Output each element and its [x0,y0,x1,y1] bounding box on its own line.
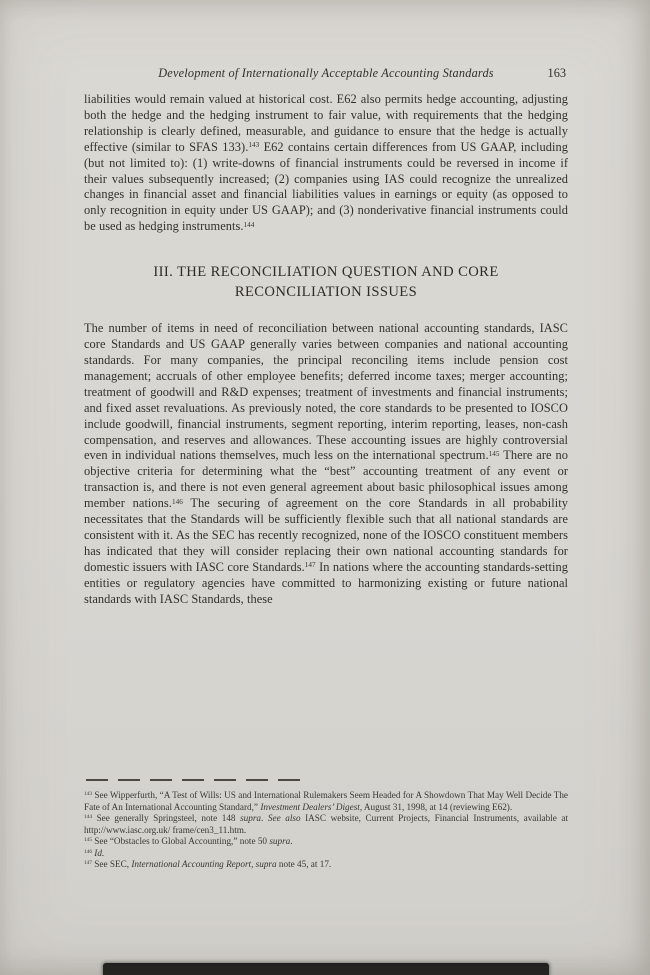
footnote-block [84,779,568,871]
section-heading-line1: III. THE RECONCILIATION QUESTION AND CORE [153,264,499,281]
running-title: Development of Internationally Acceptable Accounting Standards [158,66,494,80]
section-heading-line2: RECONCILIATION ISSUES [234,284,418,301]
page-body [84,92,568,607]
page-header [84,66,568,84]
footnote-143: $^{143}$ See Wipperfurth, “A Test of Wills: US and International Rulemakers Seem Headed for A Showdown That May Well Decide The Fate of An International Accounting Standard,” Investment Dealers’ Digest, August 31, 1998, at 14 (reviewing E62). [84,790,568,812]
footnote-separator [86,779,308,781]
footnote-144: $^{144}$ See generally Springsteel, note 148 supra. See also IASC website, Current Projects, Financial Instruments, available at http://www.iasc.org.uk/ frame/cen3_11.htm. [84,813,568,835]
footnote-147: $^{147}$ See SEC, International Accounting Report, supra note 45, at 17. [84,859,332,869]
page-number: 163 [547,66,566,80]
footnote-145: $^{145}$ See “Obstacles to Global Accounting,” note 50 supra. [84,836,293,846]
footnote-146: $^{146}$ Id. [84,847,105,858]
scan-artifact-bar [103,963,549,975]
body-paragraph-1: liabilities would remain valued at historical cost. E62 also permits hedge accounting, adjusting both the hedge and the hedging instrument to fair value, with requirements that the hedging relationship is clearly defined, measurable, and guidance to ensure that the hedge is actually effective (similar to SFAS 133).$^{143}$ E62 contains certain differences from US GAAP, including (but not limited to): (1) write-downs of financial instruments could be reversed in income if their values subsequently increased; (2) companies using IAS could recognize the unrealized changes in financial asset and financial liabilities values in earnings or equity (as opposed to only recognition in equity under US GAAP); and (3) nonderivative financial instruments could be used as hedging instruments.$^{144}$ [84,92,568,234]
section-heading [84,262,568,302]
body-paragraph-2: The number of items in need of reconciliation between national accounting standards, IASC core Standards and US GAAP generally varies between companies and national accounting standards. For many companies, the principal reconciling items include pension cost management; accruals of other employee benefits; deferred income taxes; merger accounting; treatment of goodwill and R&D expenses; treatment of investments and financial instruments; and fixed asset revaluations. As previously noted, the core standards to be presented to IOSCO include goodwill, financial instruments, segment reporting, interim reporting, leases, non-cash compensation, and reserves and allowances. These accounting issues are highly controversial even in individual nations themselves, much less on the international spectrum.$^{145}$ There are no objective criteria for determining what the “best” accounting treatment of any event or transaction is, and there is not even general agreement about basic philosophical issues among member nations.$^{146}$ The securing of agreement on the core Standards in all probability necessitates that the Standards will be sufficiently flexible such that all national standards are consistent with it. As the SEC has recently recognized, none of the IOSCO constituent members has indicated that they will consider replacing their own national accounting standards for domestic issuers with IASC core Standards.$^{147}$ In nations where the accounting standards-setting entities or regulatory agencies have committed to harmonizing existing or future national standards with IASC Standards, these [84,321,569,606]
